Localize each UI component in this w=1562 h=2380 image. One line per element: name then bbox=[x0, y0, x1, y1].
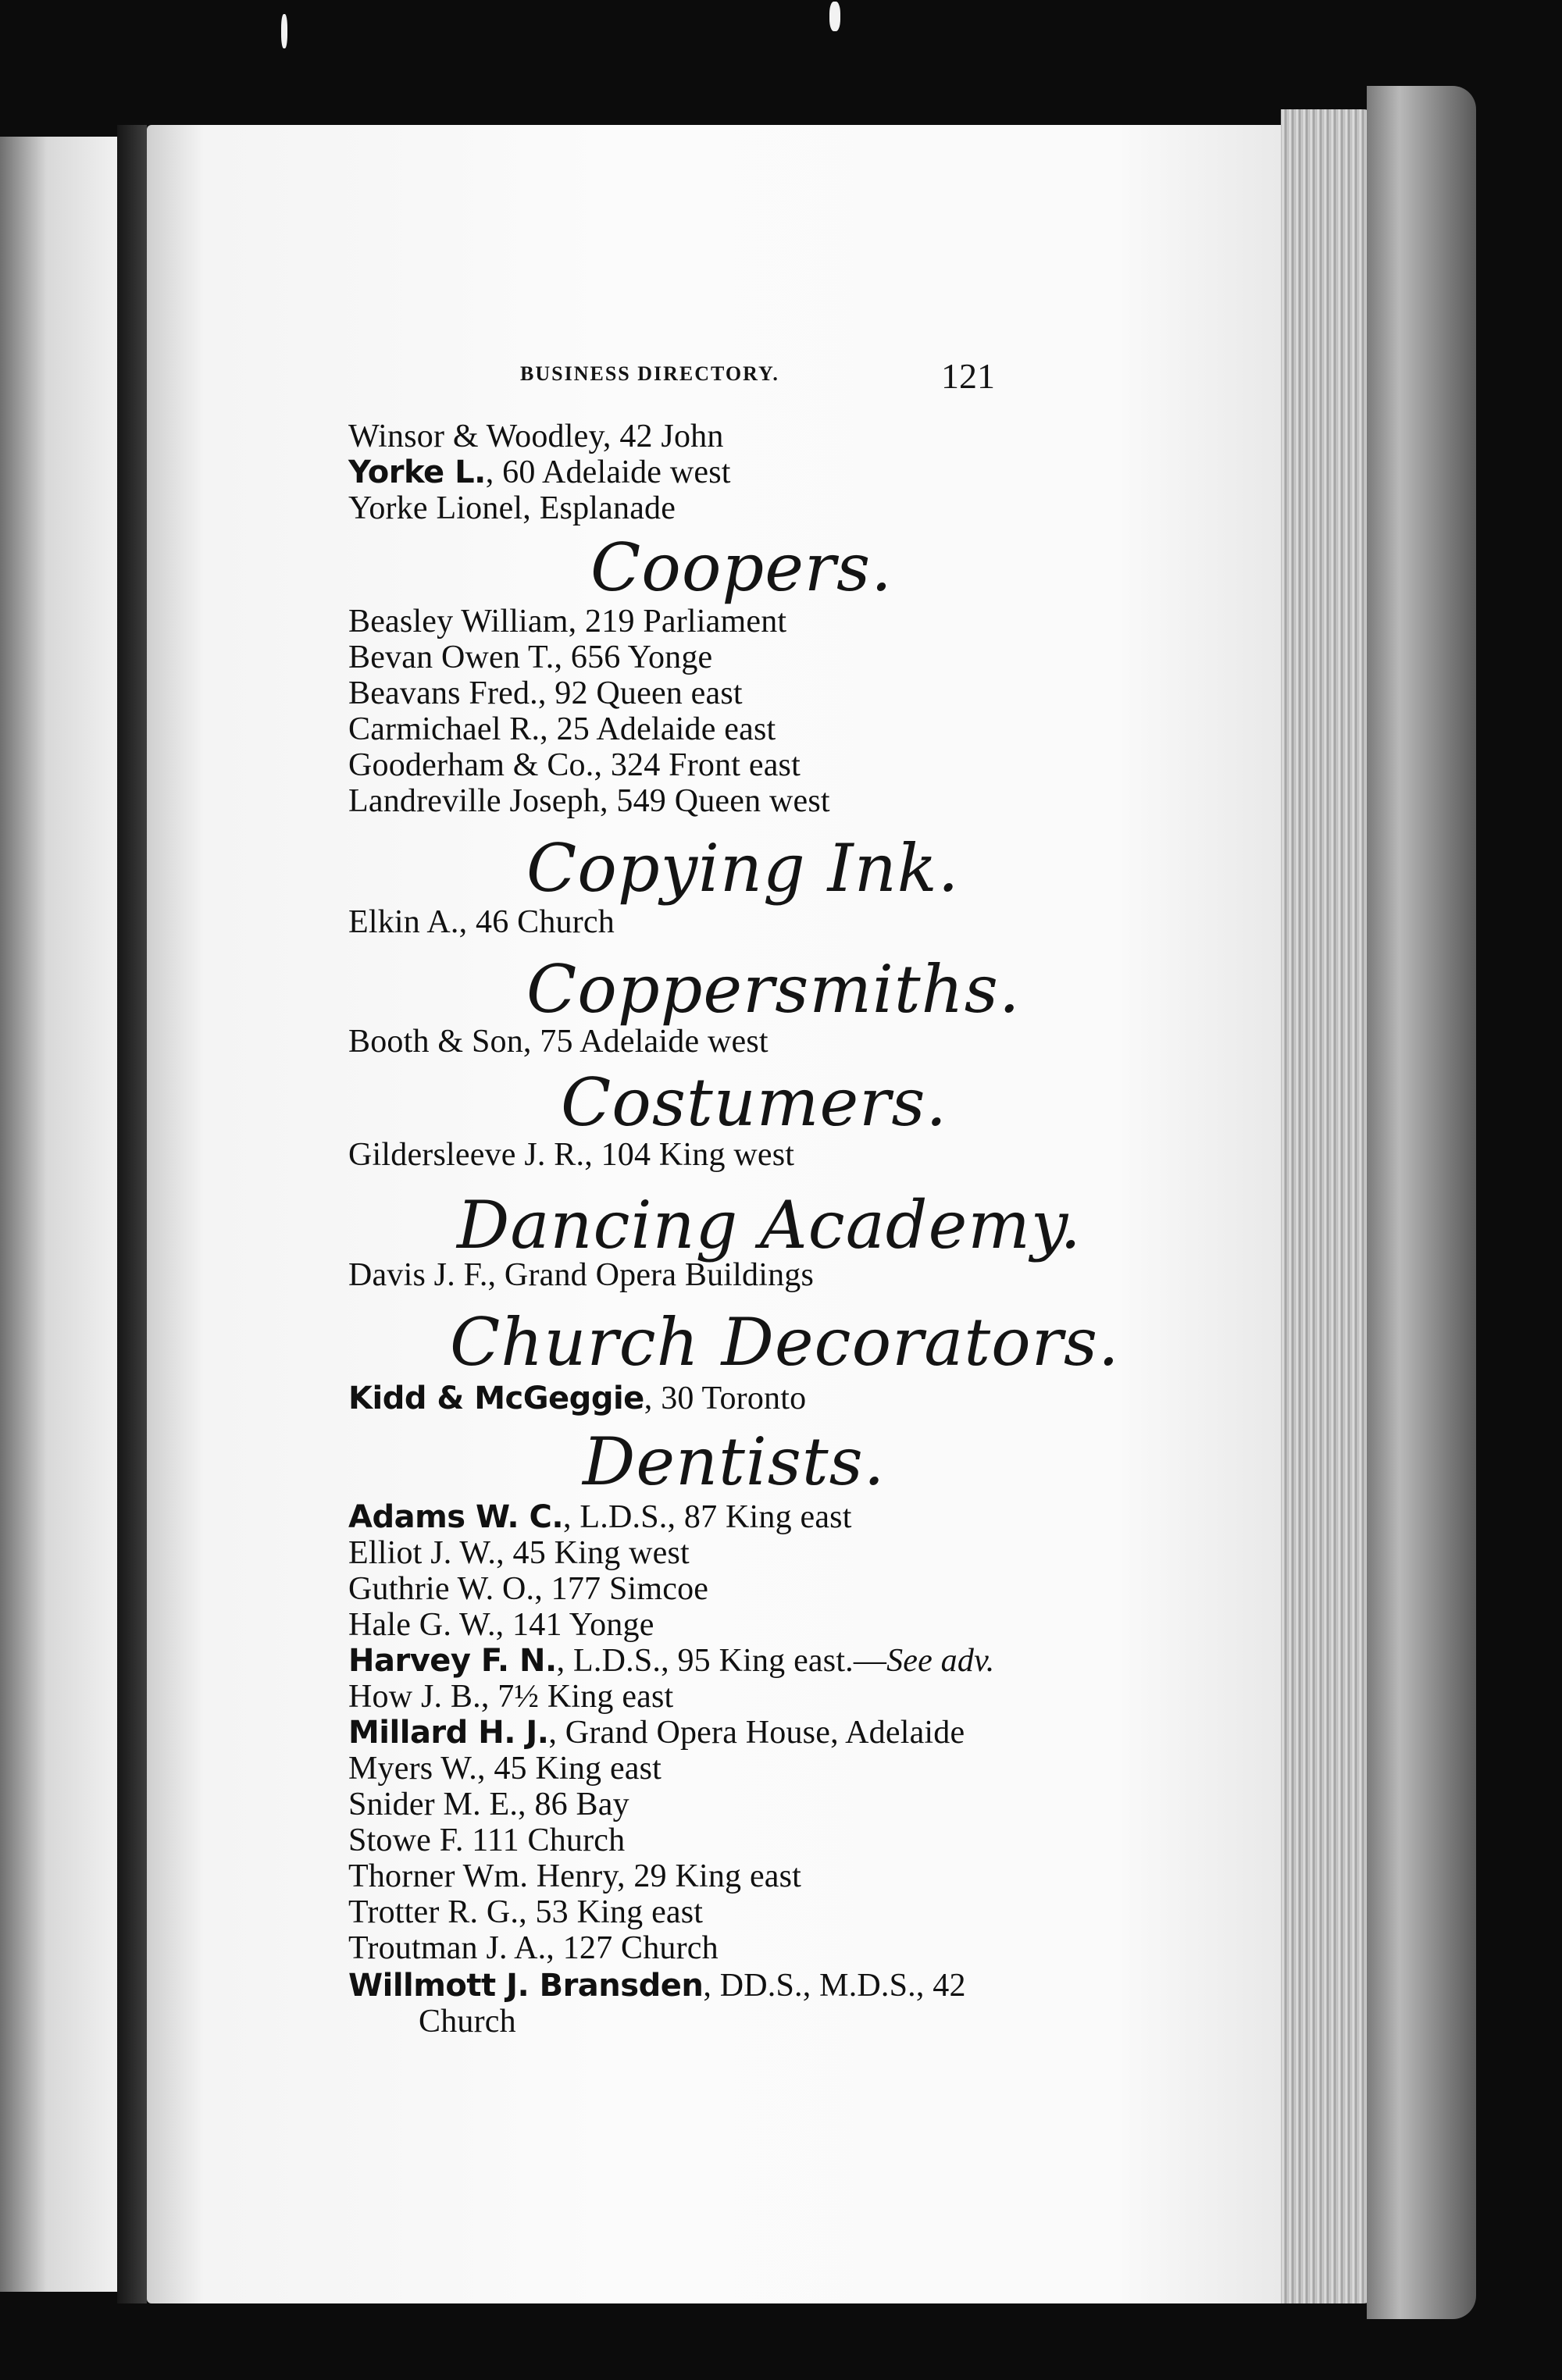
listing-entry: Yorke L., 60 Adelaide west bbox=[348, 454, 731, 490]
listing-name: Harvey F. N. bbox=[348, 1643, 557, 1679]
listing-entry: Bevan Owen T., 656 Yonge bbox=[348, 640, 713, 675]
listing-name: Willmott J. Bransden bbox=[348, 1968, 704, 2004]
listing-name: Yorke L. bbox=[348, 454, 486, 490]
listing-entry: Church bbox=[419, 2004, 516, 2040]
see-advertisement-note: See adv. bbox=[886, 1643, 995, 1679]
listing-entry: Trotter R. G., 53 King east bbox=[348, 1894, 704, 1930]
running-header: BUSINESS DIRECTORY. bbox=[520, 362, 779, 385]
listing-name: Millard H. J. bbox=[348, 1715, 549, 1751]
listing-entry: Hale G. W., 141 Yonge bbox=[348, 1607, 654, 1643]
listing-entry: Adams W. C., L.D.S., 87 King east bbox=[348, 1499, 852, 1535]
listing-entry: Guthrie W. O., 177 Simcoe bbox=[348, 1571, 709, 1607]
listing-entry: Beasley William, 219 Parliament bbox=[348, 604, 787, 640]
listing-entry: Troutman J. A., 127 Church bbox=[348, 1930, 719, 1966]
listing-entry: Davis J. F., Grand Opera Buildings bbox=[348, 1257, 815, 1293]
listing-entry: Elliot J. W., 45 King west bbox=[348, 1535, 690, 1571]
listing-entry: Winsor & Woodley, 42 John bbox=[348, 419, 724, 454]
listing-entry: Harvey F. N., L.D.S., 95 King east.—See adv. bbox=[348, 1643, 995, 1679]
listing-entry: Booth & Son, 75 Adelaide west bbox=[348, 1024, 769, 1060]
section-heading: Church Decorators. bbox=[450, 1304, 1120, 1381]
section-heading: Dancing Academy. bbox=[457, 1187, 1082, 1263]
listing-name: Kidd & McGeggie bbox=[348, 1381, 644, 1416]
listing-entry: Landreville Joseph, 549 Queen west bbox=[348, 783, 830, 819]
section-heading: Coopers. bbox=[590, 529, 893, 606]
listing-entry: Kidd & McGeggie, 30 Toronto bbox=[348, 1381, 807, 1416]
listing-name: Adams W. C. bbox=[348, 1499, 564, 1535]
listing-entry: Gildersleeve J. R., 104 King west bbox=[348, 1137, 795, 1173]
section-heading: Costumers. bbox=[561, 1064, 948, 1141]
listing-entry: Carmichael R., 25 Adelaide east bbox=[348, 711, 776, 747]
listing-entry: Gooderham & Co., 324 Front east bbox=[348, 747, 801, 783]
section-heading: Dentists. bbox=[583, 1423, 886, 1500]
section-heading: Coppersmiths. bbox=[526, 951, 1021, 1028]
listing-entry: Snider M. E., 86 Bay bbox=[348, 1787, 629, 1822]
listing-entry: Elkin A., 46 Church bbox=[348, 904, 615, 940]
listing-entry: Stowe F. 111 Church bbox=[348, 1822, 626, 1858]
page-number: 121 bbox=[941, 356, 995, 396]
section-heading: Copying Ink. bbox=[526, 830, 960, 907]
listing-entry: Millard H. J., Grand Opera House, Adelaide bbox=[348, 1715, 965, 1751]
listing-entry: Yorke Lionel, Esplanade bbox=[348, 490, 676, 526]
listing-entry: Myers W., 45 King east bbox=[348, 1751, 662, 1787]
listing-entry: Willmott J. Bransden, DD.S., M.D.S., 42 bbox=[348, 1968, 966, 2004]
listing-entry: Beavans Fred., 92 Queen east bbox=[348, 675, 743, 711]
listing-entry: Thorner Wm. Henry, 29 King east bbox=[348, 1858, 802, 1894]
listing-entry: How J. B., 7½ King east bbox=[348, 1679, 674, 1715]
